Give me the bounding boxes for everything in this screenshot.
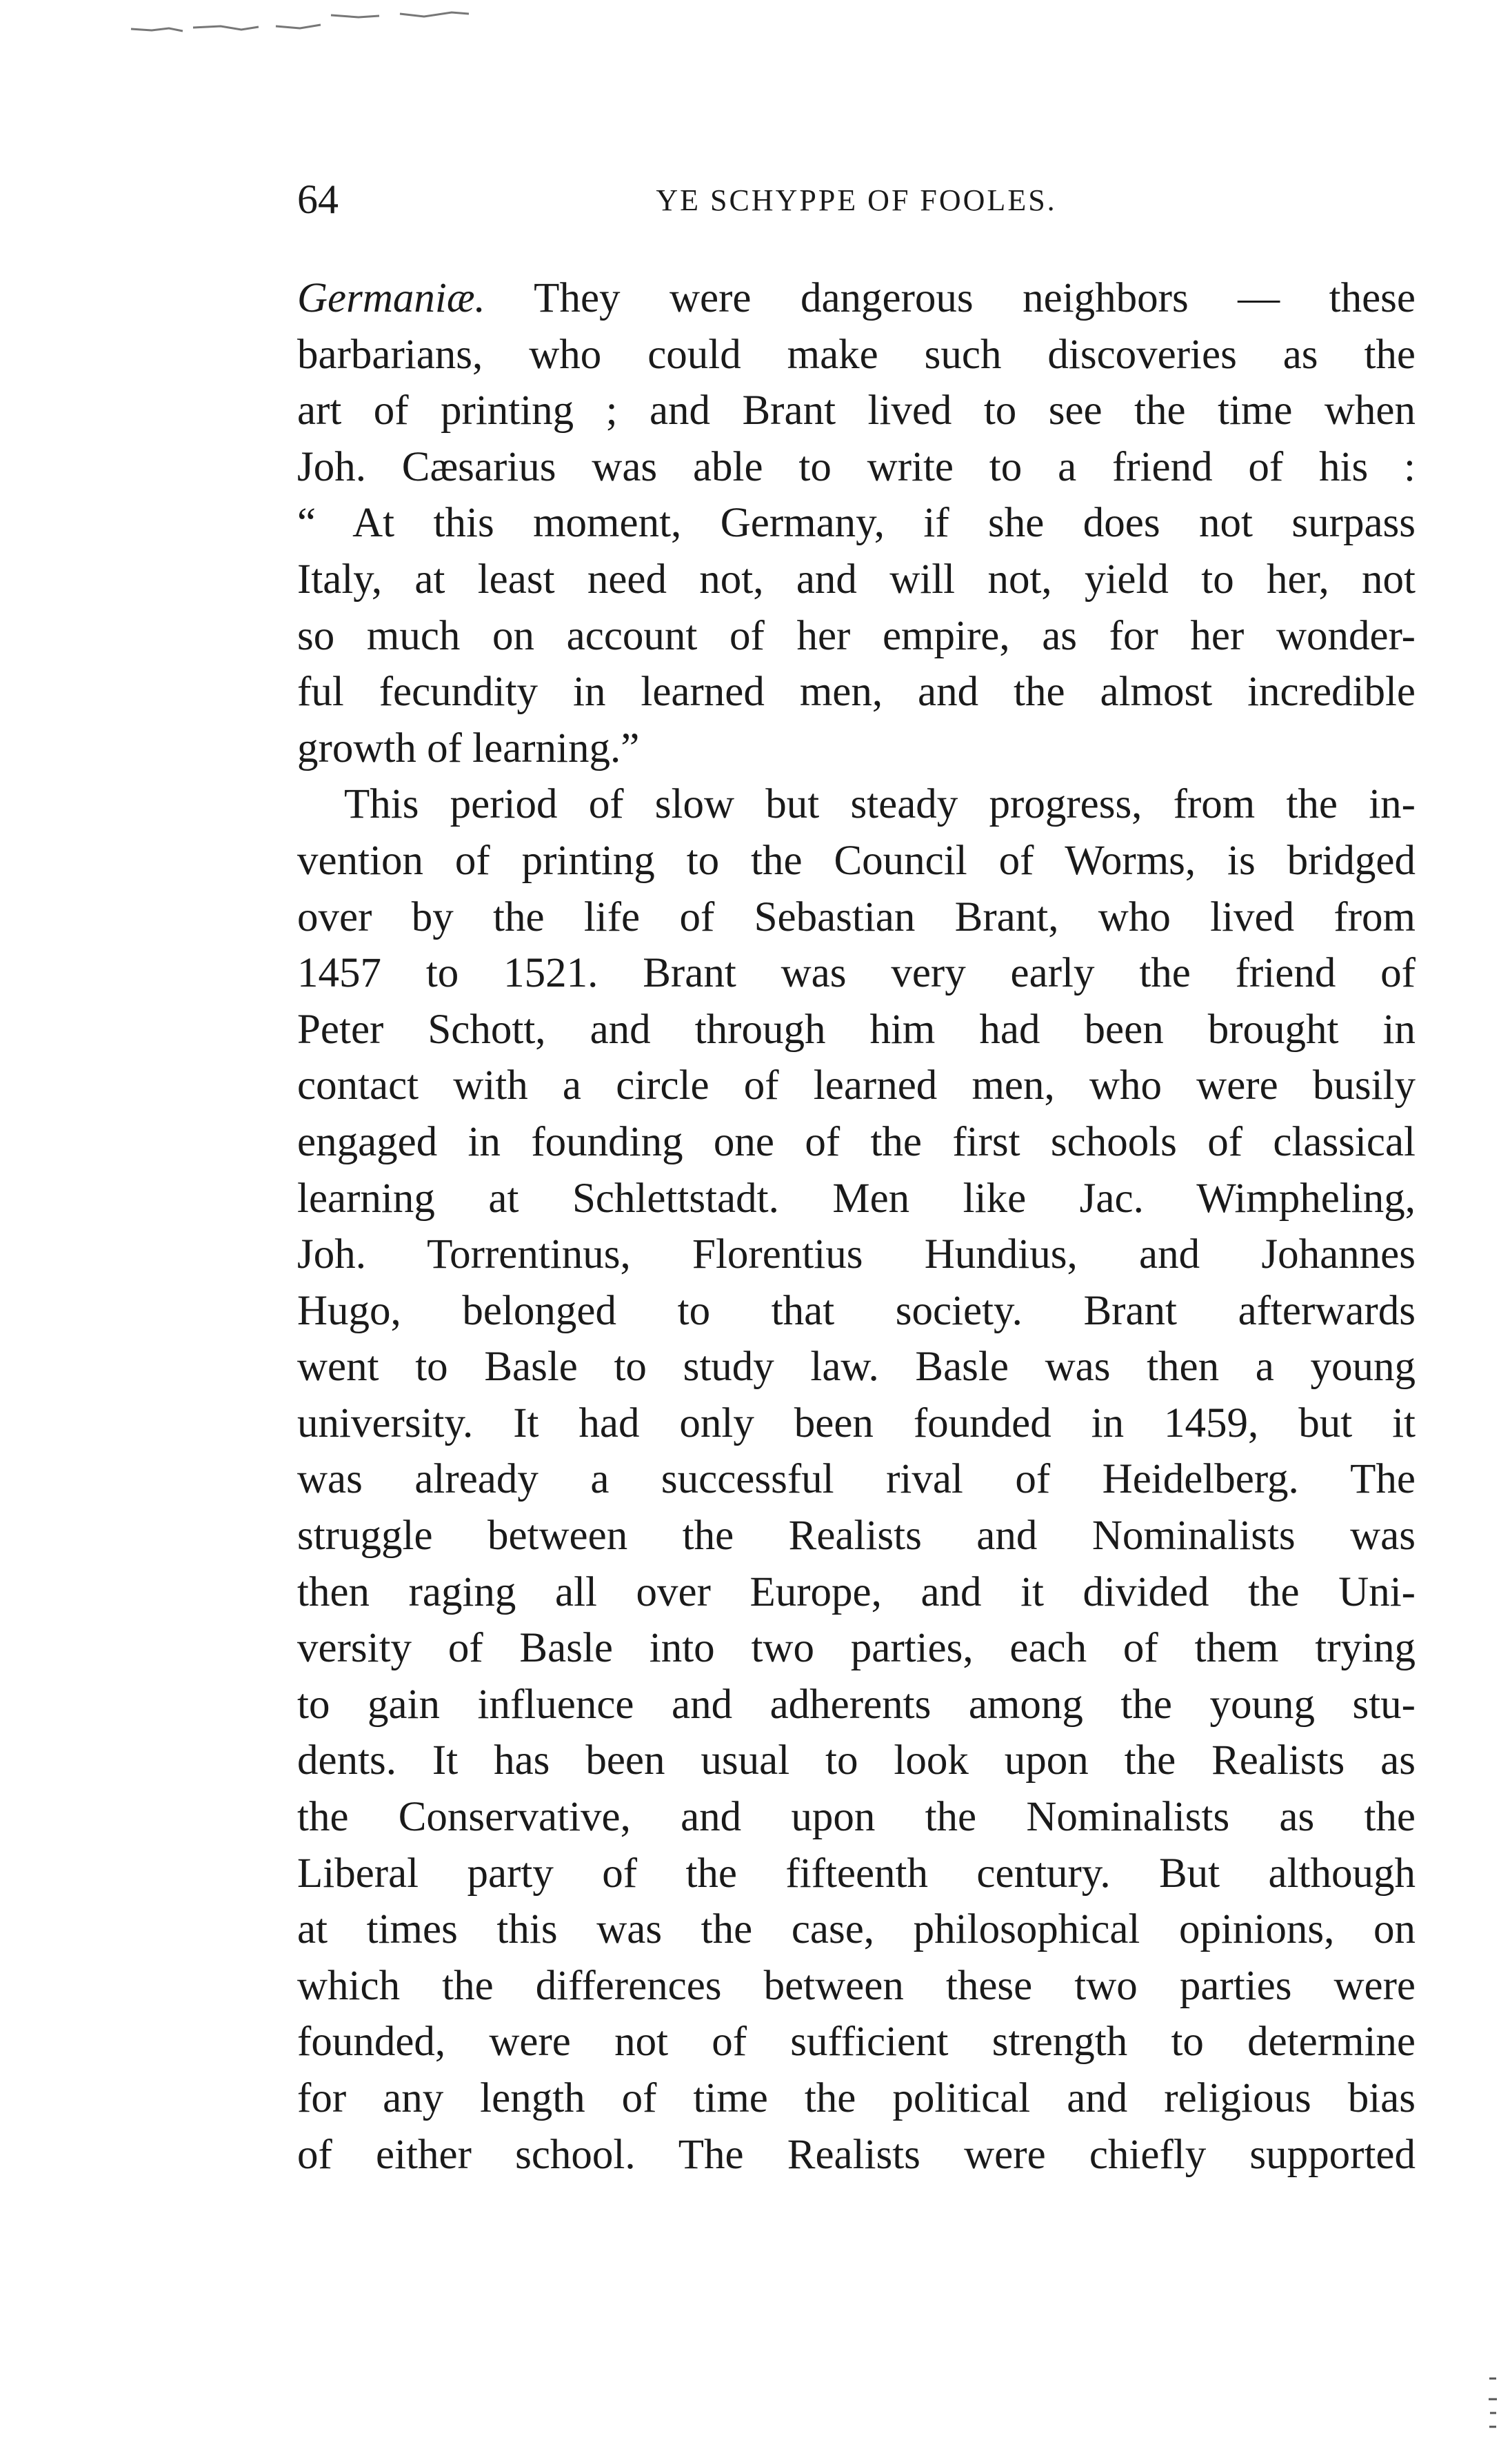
text-line [297,270,1416,327]
ink-marks [124,8,607,36]
text-line: the Conservative, and upon the Nominalists as the [297,1794,1416,1841]
text-line: then raging all over Europe, and it divided the Uni- [297,1568,1416,1615]
text-line: struggle between the Realists and Nominalists was [297,1513,1416,1559]
text-line: of either school. The Realists were chiefly supported [297,2131,1416,2178]
text-line: vention of printing to the Council of Worms, is bridged [297,837,1416,884]
text-line: Peter Schott, and through him had been brought in [297,1006,1416,1053]
text-line: which the differences between these two parties were [297,1962,1416,2009]
text-line: engaged in founding one of the first schools of classical [297,1118,1416,1165]
text-line: Joh. Cæsarius was able to write to a friend of his : [297,443,1416,490]
text-line: Liberal party of the fifteenth century. But although [297,1850,1416,1897]
text-line: Joh. Torrentinus, Florentius Hundius, and Johannes [297,1231,1416,1278]
text-line: university. It had only been founded in 1459, but it [297,1400,1416,1446]
text-line: contact with a circle of learned men, who were busily [297,1062,1416,1109]
page-number: 64 [297,176,339,222]
text-line: founded, were not of sufficient strength to determine [297,2019,1416,2066]
text-line: barbarians, who could make such discoveries as the [297,331,1416,378]
text-line: over by the life of Sebastian Brant, who lived from [297,893,1416,940]
text-line: so much on account of her empire, as for her wonder- [297,612,1416,659]
text-line: dents. It has been usual to look upon the Realists as [297,1737,1416,1784]
text-line: versity of Basle into two parties, each of them trying [297,1625,1416,1672]
text-line: Italy, at least need not, and will not, yield to her, not [297,556,1416,603]
italic-word: Germaniæ. [297,275,485,321]
text-line: art of printing ; and Brant lived to see the time when [297,387,1416,434]
text-line: to gain influence and adherents among the young stu- [297,1681,1416,1728]
text-line: was already a successful rival of Heidelberg. The [297,1456,1416,1503]
running-title: YE SCHYPPE OF FOOLES. [656,183,1057,217]
running-header [297,176,1416,224]
line-text: They were dangerous neighbors — these [485,275,1416,321]
text-line: learning at Schlettstadt. Men like Jac. Wimpheling, [297,1175,1416,1222]
text-line: Hugo, belonged to that society. Brant afterwards [297,1287,1416,1334]
text-line: went to Basle to study law. Basle was then a young [297,1344,1416,1391]
text-line: at times this was the case, philosophical opinions, on [297,1906,1416,1953]
text-line: growth of learning.” [297,725,640,771]
margin-marks [1487,2372,1500,2441]
text-line: 1457 to 1521. Brant was very early the friend of [297,950,1416,997]
text-line: This period of slow but steady progress, from the in- [344,781,1416,828]
text-line: “ At this moment, Germany, if she does not surpass [297,500,1416,547]
page-body-text [297,270,1416,2183]
text-line: for any length of time the political and religious bias [297,2075,1416,2121]
text-line: ful fecundity in learned men, and the almost incredible [297,669,1416,716]
